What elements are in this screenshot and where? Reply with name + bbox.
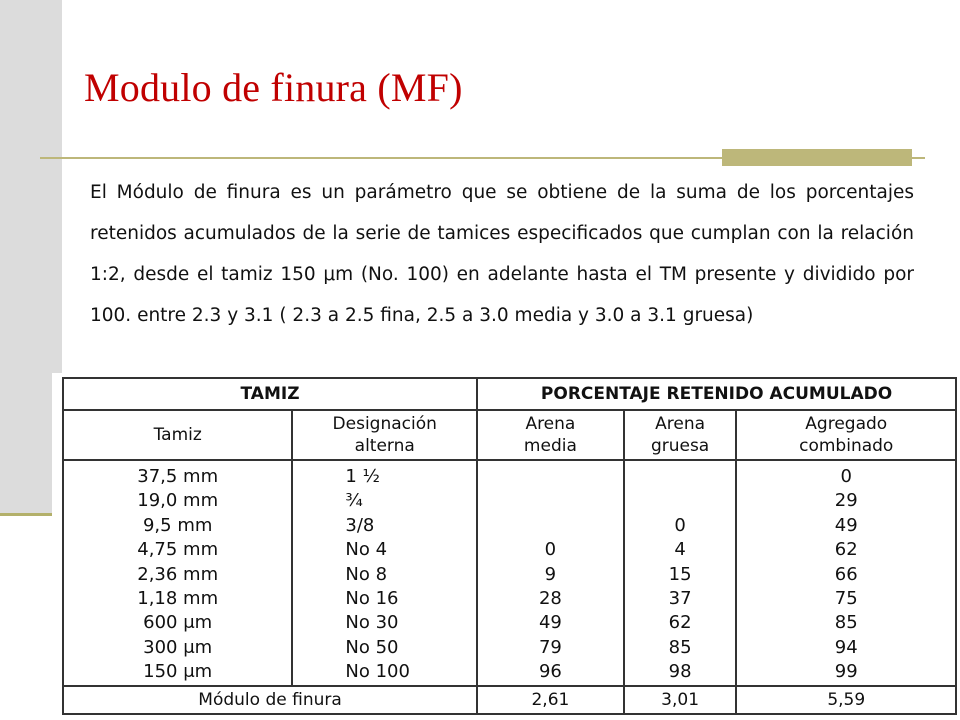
cell-arena-gruesa-7: 85 (668, 636, 692, 658)
header-designacion-line-2: alterna (354, 436, 415, 456)
cell-tamiz-6: 600 μm (143, 612, 213, 634)
cell-arena-gruesa-3: 4 (674, 539, 686, 561)
header-arena-gruesa (624, 410, 737, 460)
cell-tamiz-1: 19,0 mm (137, 490, 219, 512)
slide-title: Modulo de finura (MF) (84, 65, 463, 110)
header-arena-gruesa-line-1: Arena (655, 414, 706, 434)
cell-arena-gruesa-2: 0 (674, 514, 686, 536)
cell-arena-media-2 (478, 514, 623, 538)
header-arena-media (477, 410, 624, 460)
cell-agregado-0: 0 (840, 466, 852, 487)
header-porcentaje-group: PORCENTAJE RETENIDO ACUMULADO (477, 378, 956, 410)
cell-tamiz-8: 150 μm (143, 661, 213, 683)
cell-designacion-2: 3/8 (345, 514, 375, 536)
cell-agregado-5: 75 (834, 587, 858, 609)
header-tamiz: Tamiz (63, 410, 292, 460)
cell-arena-media-5: 28 (538, 587, 562, 609)
cell-arena-media-1 (478, 489, 623, 513)
cell-tamiz-7: 300 μm (143, 636, 213, 658)
cell-designacion-6: No 30 (345, 612, 399, 634)
cell-tamiz-2: 9,5 mm (142, 514, 213, 536)
cell-arena-media-8: 96 (538, 661, 562, 683)
cell-agregado-1: 29 (834, 490, 858, 512)
footer-agregado: 5,59 (736, 686, 956, 714)
cell-arena-gruesa-0 (625, 465, 736, 489)
column-arena-gruesa (624, 460, 737, 686)
cell-tamiz-5: 1,18 mm (137, 587, 219, 609)
cell-arena-gruesa-1 (625, 489, 736, 513)
cell-tamiz-3: 4,75 mm (137, 539, 219, 561)
cell-arena-media-3: 0 (544, 539, 557, 561)
cell-tamiz-0: 37,5 mm (137, 466, 219, 487)
header-arena-media-line-1: Arena (525, 414, 576, 434)
header-arena-media-line-2: media (523, 436, 577, 456)
cell-agregado-7: 94 (834, 636, 858, 658)
title-rule-block (722, 149, 912, 166)
sieve-table (62, 377, 957, 715)
header-arena-gruesa-line-2: gruesa (650, 436, 710, 456)
cell-designacion-8: No 100 (345, 661, 410, 683)
table-image-frame (52, 373, 960, 720)
cell-arena-media-0 (478, 465, 623, 489)
header-agregado-line-2: combinado (799, 436, 894, 456)
cell-arena-gruesa-6: 62 (668, 612, 692, 634)
header-agregado (736, 410, 956, 460)
cell-agregado-4: 66 (834, 563, 858, 585)
cell-designacion-0: 1 ½ (345, 466, 380, 487)
footer-arena-gruesa: 3,01 (624, 686, 737, 714)
cell-arena-media-7: 79 (538, 636, 562, 658)
cell-arena-media-6: 49 (538, 612, 562, 634)
table-body-row (63, 460, 956, 686)
cell-designacion-5: No 16 (345, 587, 399, 609)
cell-designacion-3: No 4 (345, 539, 388, 561)
header-designacion-line-1: Designación (332, 414, 437, 434)
cell-arena-gruesa-4: 15 (668, 563, 692, 585)
cell-arena-gruesa-5: 37 (668, 587, 692, 609)
cell-agregado-2: 49 (834, 514, 858, 536)
column-designacion (292, 460, 477, 686)
cell-tamiz-4: 2,36 mm (137, 563, 219, 585)
cell-designacion-4: No 8 (345, 563, 388, 585)
cell-designacion-7: No 50 (345, 636, 399, 658)
column-agregado (736, 460, 956, 686)
cell-agregado-3: 62 (834, 539, 858, 561)
footer-arena-media: 2,61 (477, 686, 624, 714)
slide-body-text: El Módulo de finura es un parámetro que se obtiene de la suma de los porcentajes retenidos acumulados de la serie de tamices especificados que cumplan con la relación 1:2, desde el tamiz 150 μm (No. 100) en adelante hasta el TM presente y dividido por 100. entre 2.3 y 3.1 ( 2.3 a 2.5 fina, 2.5 a 3.0 media y 3.0 a 3.1 gruesa) (90, 182, 914, 326)
header-designacion (292, 410, 477, 460)
column-arena-media (477, 460, 624, 686)
cell-arena-media-4: 9 (544, 563, 557, 585)
header-agregado-line-1: Agregado (805, 414, 888, 434)
column-tamiz (63, 460, 292, 686)
header-tamiz-group: TAMIZ (63, 378, 477, 410)
cell-arena-gruesa-8: 98 (668, 661, 692, 683)
footer-label: Módulo de finura (63, 686, 477, 714)
cell-designacion-1: ¾ (345, 490, 363, 512)
cell-agregado-6: 85 (834, 612, 858, 634)
cell-agregado-8: 99 (834, 661, 858, 683)
